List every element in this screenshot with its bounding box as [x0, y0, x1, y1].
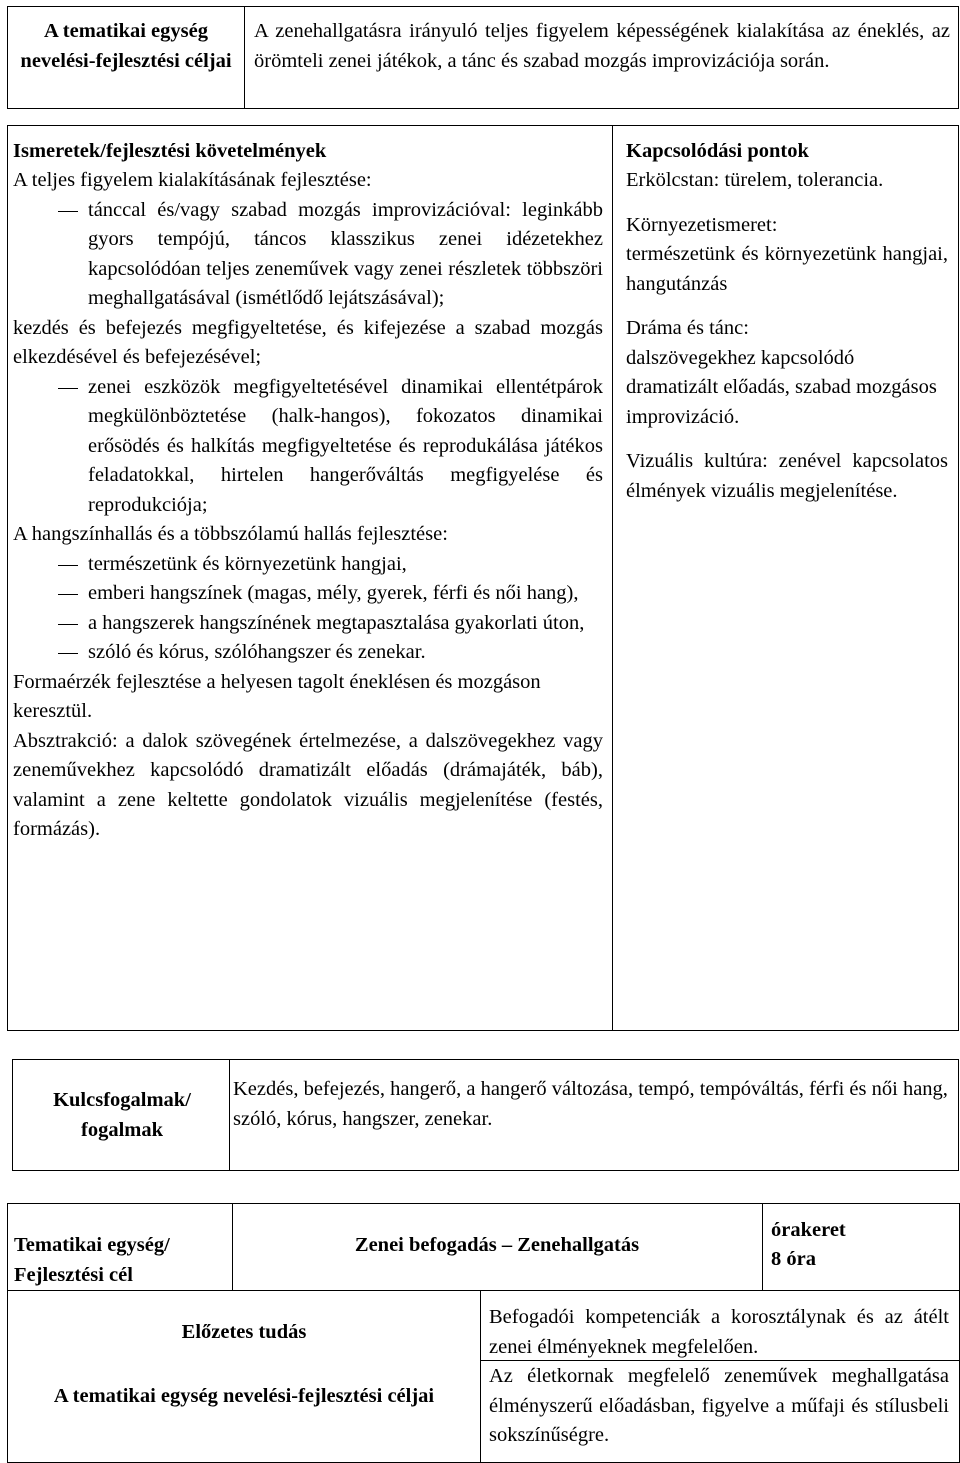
- paragraph: természetünk és környezetünk hangjai, hangutánzás: [626, 243, 948, 295]
- bullet-item: tánccal és/vagy szabad mozgás improvizációval: leginkább gyors tempójú, táncos klasszikus zenei idézetekhez kapcsolódóan teljes zeneművek vagy zenei részletek többszöri meghallgatásával (ismétlődő lejátszásával);: [13, 196, 603, 314]
- paragraph: dalszövegekhez kapcsolódó dramatizált előadás, szabad mozgásos improvizáció.: [626, 346, 937, 428]
- bullet-item: természetünk és környezetünk hangjai,: [13, 550, 603, 580]
- paragraph: kezdés és befejezés megfigyeltetése, és kifejezése a szabad mozgás elkezdésével és befejezésével;: [13, 316, 603, 368]
- goals-label: A tematikai egység nevelési-fejlesztési céljai: [20, 20, 232, 72]
- unit-table-col-divider-1: [232, 1203, 233, 1290]
- paragraph: Erkölcstan: türelem, tolerancia.: [626, 169, 884, 191]
- hours-label: órakeret: [771, 1219, 846, 1241]
- unit-title: Zenei befogadás – Zenehallgatás: [354, 1234, 640, 1256]
- bullet-item: szóló és kórus, szólóhangszer és zenekar.: [13, 638, 603, 668]
- paragraph: Dráma és tánc:: [626, 317, 749, 339]
- keywords-table-divider: [229, 1059, 230, 1171]
- paragraph: A teljes figyelem kialakításának fejlesztése:: [13, 169, 372, 191]
- goals-table-divider: [244, 6, 245, 109]
- bullet-item: a hangszerek hangszínének megtapasztalása gyakorlati úton,: [13, 609, 603, 639]
- requirements-heading: Ismeretek/fejlesztési követelmények: [13, 140, 327, 162]
- prior-knowledge-label: Előzetes tudás: [181, 1321, 307, 1343]
- paragraph: Vizuális kultúra: zenével kapcsolatos élmények vizuális megjelenítése.: [626, 450, 948, 502]
- paragraph: A hangszínhallás és a többszólamú hallás fejlesztése:: [13, 523, 448, 545]
- requirements-table-divider: [612, 125, 613, 1031]
- keywords-label: Kulcsfogalmak/ fogalmak: [53, 1089, 191, 1141]
- paragraph: Absztrakció: a dalok szövegének értelmezése, a dalszövegekhez vagy zeneművekhez kapcsolódó dramatizált előadás (drámajáték, báb), valamint a zene keltette gondolatok vizuális megjelenítése (festés, formázás).: [13, 729, 603, 840]
- unit-table-col-divider-2: [762, 1203, 763, 1290]
- unit-goals-label: A tematikai egység nevelési-fejlesztési céljai: [53, 1385, 435, 1407]
- spacer: [626, 299, 948, 314]
- goals-text: A zenehallgatásra irányuló teljes figyelem képességének kialakítása az éneklés, az örömteli zenei játékok, a tánc és szabad mozgás improvizációja során.: [254, 20, 950, 72]
- paragraph: Formaérzék fejlesztése a helyesen tagolt éneklésen és mozgáson keresztül.: [13, 670, 541, 722]
- spacer: [626, 432, 948, 447]
- unit-goals-row-divider: [480, 1360, 960, 1361]
- bullet-item: emberi hangszínek (magas, mély, gyerek, férfi és női hang),: [13, 579, 603, 609]
- hours-value: 8 óra: [771, 1248, 816, 1270]
- keywords-text: Kezdés, befejezés, hangerő, a hangerő változása, tempó, tempóváltás, férfi és női hang, szóló, kórus, hangszer, zenekar.: [233, 1078, 948, 1130]
- connections-content: [626, 166, 948, 506]
- unit-table-col-divider-3: [480, 1290, 481, 1463]
- connections-heading: Kapcsolódási pontok: [626, 140, 809, 162]
- unit-goals-text: Az életkornak megfelelő zeneművek meghallgatása élményszerű előadásban, figyelve a műfaji és stílusbeli sokszínűségre.: [489, 1365, 949, 1446]
- spacer: [626, 196, 948, 211]
- unit-label: Tematikai egység/ Fejlesztési cél: [14, 1234, 170, 1286]
- unit-table-row-divider: [7, 1290, 960, 1291]
- requirements-content: [13, 166, 603, 845]
- prior-knowledge-text: Befogadói kompetenciák a korosztálynak és az átélt zenei élményeknek megfelelően.: [489, 1306, 949, 1358]
- paragraph: Környezetismeret:: [626, 213, 778, 236]
- bullet-item: zenei eszközök megfigyeltetésével dinamikai ellentétpárok megkülönböztetése (halk-hangos), fokozatos dinamikai erősödés és halkítás megfigyeltetése és reprodukálása játékos feladatokkal, hirtelen hangerőváltás megfigyelése és reprodukciója;: [13, 373, 603, 521]
